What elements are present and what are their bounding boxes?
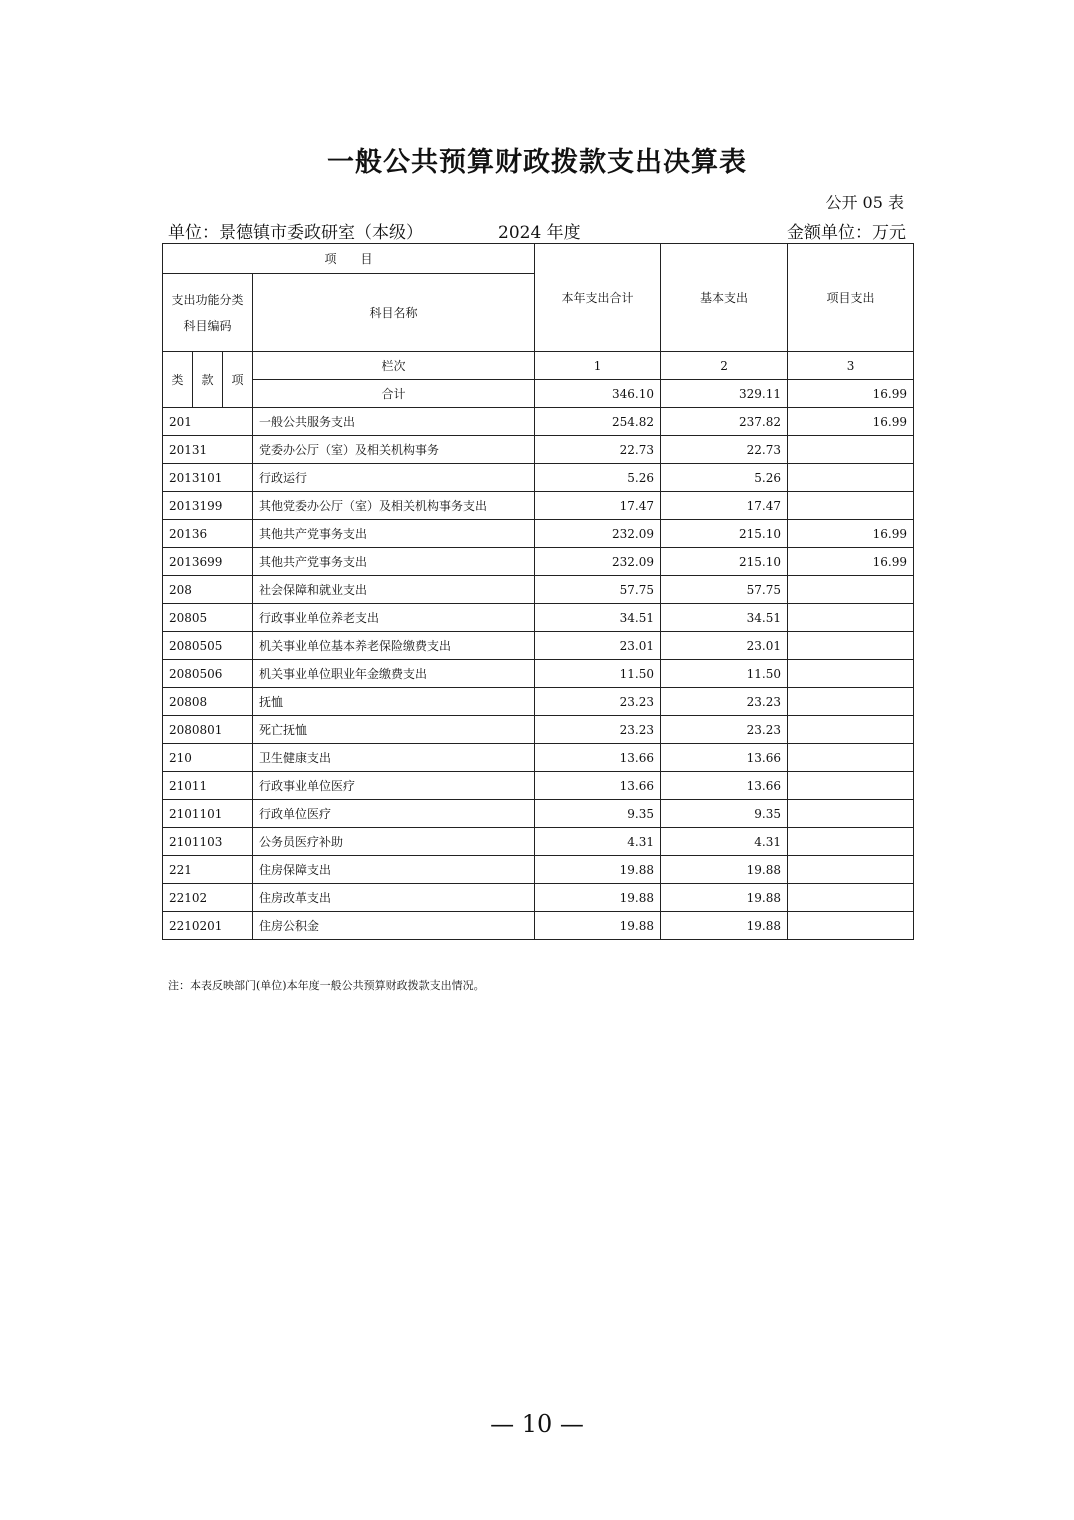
header-project: 项目支出 (788, 244, 914, 352)
row-code: 2080801 (163, 716, 253, 744)
table-row (163, 744, 914, 772)
row-project (788, 576, 914, 604)
total-project: 16.99 (788, 380, 914, 408)
row-subject-name: 死亡抚恤 (253, 716, 535, 744)
fiscal-year: 2024 年度 (498, 223, 581, 243)
row-project: 16.99 (788, 520, 914, 548)
table-row (163, 492, 914, 520)
row-code: 221 (163, 856, 253, 884)
row-project (788, 604, 914, 632)
row-subject-name: 行政事业单位医疗 (253, 772, 535, 800)
row-total: 57.75 (535, 576, 661, 604)
row-basic: 19.88 (661, 912, 788, 940)
table-row (163, 408, 914, 436)
row-code: 20808 (163, 688, 253, 716)
table-row (163, 884, 914, 912)
table-row (163, 632, 914, 660)
row-code: 21011 (163, 772, 253, 800)
row-project (788, 856, 914, 884)
row-basic: 23.23 (661, 716, 788, 744)
row-code: 2013699 (163, 548, 253, 576)
row-subject-name: 行政运行 (253, 464, 535, 492)
row-basic: 237.82 (661, 408, 788, 436)
table-row (163, 660, 914, 688)
row-code: 2210201 (163, 912, 253, 940)
form-number: 公开 05 表 (825, 193, 904, 212)
row-subject-name: 社会保障和就业支出 (253, 576, 535, 604)
table-row (163, 520, 914, 548)
row-subject-name: 其他共产党事务支出 (253, 548, 535, 576)
row-basic: 22.73 (661, 436, 788, 464)
row-project (788, 912, 914, 940)
total-basic: 329.11 (661, 380, 788, 408)
header-row-item (163, 244, 914, 274)
row-code: 2101103 (163, 828, 253, 856)
row-subject-name: 一般公共服务支出 (253, 408, 535, 436)
row-basic: 34.51 (661, 604, 788, 632)
total-row (163, 380, 914, 408)
row-total: 17.47 (535, 492, 661, 520)
row-basic: 5.26 (661, 464, 788, 492)
header-lei: 类 (163, 352, 193, 408)
row-total: 19.88 (535, 912, 661, 940)
header-col2: 2 (661, 352, 788, 380)
table-row (163, 716, 914, 744)
header-basic: 基本支出 (661, 244, 788, 352)
footnote: 注：本表反映部门(单位)本年度一般公共预算财政拨款支出情况。 (168, 979, 485, 992)
row-subject-name: 住房保障支出 (253, 856, 535, 884)
reporting-unit: 单位：景德镇市委政研室（本级） (168, 223, 423, 243)
row-project (788, 828, 914, 856)
row-project: 16.99 (788, 548, 914, 576)
page-title: 一般公共预算财政拨款支出决算表 (327, 147, 747, 178)
row-code: 20136 (163, 520, 253, 548)
amount-unit: 金额单位：万元 (787, 223, 906, 243)
row-subject-name: 住房改革支出 (253, 884, 535, 912)
row-code: 201 (163, 408, 253, 436)
row-total: 13.66 (535, 772, 661, 800)
row-project (788, 884, 914, 912)
row-subject-name: 党委办公厅（室）及相关机构事务 (253, 436, 535, 464)
budget-table (162, 243, 914, 940)
row-code: 208 (163, 576, 253, 604)
row-code: 2080505 (163, 632, 253, 660)
table-row (163, 464, 914, 492)
row-total: 22.73 (535, 436, 661, 464)
row-project (788, 660, 914, 688)
table-row (163, 436, 914, 464)
row-total: 232.09 (535, 548, 661, 576)
row-basic: 17.47 (661, 492, 788, 520)
row-code: 2013199 (163, 492, 253, 520)
row-total: 23.01 (535, 632, 661, 660)
row-basic: 23.23 (661, 688, 788, 716)
row-subject-name: 卫生健康支出 (253, 744, 535, 772)
row-total: 19.88 (535, 856, 661, 884)
row-total: 9.35 (535, 800, 661, 828)
table-row (163, 912, 914, 940)
row-subject-name: 行政事业单位养老支出 (253, 604, 535, 632)
page-number: — 10 — (490, 1410, 584, 1438)
row-project (788, 772, 914, 800)
row-subject-name: 其他共产党事务支出 (253, 520, 535, 548)
row-total: 23.23 (535, 716, 661, 744)
row-subject-name: 其他党委办公厅（室）及相关机构事务支出 (253, 492, 535, 520)
header-row-column-no (163, 352, 914, 380)
row-project (788, 464, 914, 492)
header-col1: 1 (535, 352, 661, 380)
row-total: 13.66 (535, 744, 661, 772)
row-total: 34.51 (535, 604, 661, 632)
row-basic: 19.88 (661, 856, 788, 884)
header-total: 本年支出合计 (535, 244, 661, 352)
row-project (788, 436, 914, 464)
meta-row (168, 218, 906, 243)
row-total: 232.09 (535, 520, 661, 548)
table-row (163, 576, 914, 604)
row-project (788, 688, 914, 716)
table-row (163, 800, 914, 828)
row-total: 11.50 (535, 660, 661, 688)
row-code: 2101101 (163, 800, 253, 828)
row-code: 210 (163, 744, 253, 772)
row-basic: 4.31 (661, 828, 788, 856)
row-basic: 57.75 (661, 576, 788, 604)
table-row (163, 604, 914, 632)
header-column-no: 栏次 (253, 352, 535, 380)
row-basic: 23.01 (661, 632, 788, 660)
total-label: 合计 (253, 380, 535, 408)
row-basic: 9.35 (661, 800, 788, 828)
row-project (788, 632, 914, 660)
row-code: 20131 (163, 436, 253, 464)
header-xiang: 项 (223, 352, 253, 408)
header-func-code: 支出功能分类科目编码 (163, 274, 253, 352)
row-total: 254.82 (535, 408, 661, 436)
row-subject-name: 抚恤 (253, 688, 535, 716)
row-basic: 215.10 (661, 548, 788, 576)
total-amount: 346.10 (535, 380, 661, 408)
header-item: 项 目 (163, 244, 535, 274)
table-row (163, 688, 914, 716)
row-code: 22102 (163, 884, 253, 912)
row-basic: 13.66 (661, 744, 788, 772)
row-project (788, 800, 914, 828)
header-subject-name: 科目名称 (253, 274, 535, 352)
row-basic: 11.50 (661, 660, 788, 688)
table-row (163, 856, 914, 884)
row-project (788, 744, 914, 772)
row-code: 2080506 (163, 660, 253, 688)
row-project: 16.99 (788, 408, 914, 436)
table-row (163, 548, 914, 576)
row-project (788, 716, 914, 744)
row-subject-name: 公务员医疗补助 (253, 828, 535, 856)
row-total: 5.26 (535, 464, 661, 492)
row-subject-name: 行政单位医疗 (253, 800, 535, 828)
header-kuan: 款 (193, 352, 223, 408)
row-code: 20805 (163, 604, 253, 632)
row-subject-name: 机关事业单位基本养老保险缴费支出 (253, 632, 535, 660)
table-row (163, 828, 914, 856)
row-project (788, 492, 914, 520)
row-total: 23.23 (535, 688, 661, 716)
row-basic: 13.66 (661, 772, 788, 800)
row-total: 19.88 (535, 884, 661, 912)
row-basic: 19.88 (661, 884, 788, 912)
row-basic: 215.10 (661, 520, 788, 548)
row-subject-name: 机关事业单位职业年金缴费支出 (253, 660, 535, 688)
row-subject-name: 住房公积金 (253, 912, 535, 940)
header-col3: 3 (788, 352, 914, 380)
table-row (163, 772, 914, 800)
row-total: 4.31 (535, 828, 661, 856)
row-code: 2013101 (163, 464, 253, 492)
